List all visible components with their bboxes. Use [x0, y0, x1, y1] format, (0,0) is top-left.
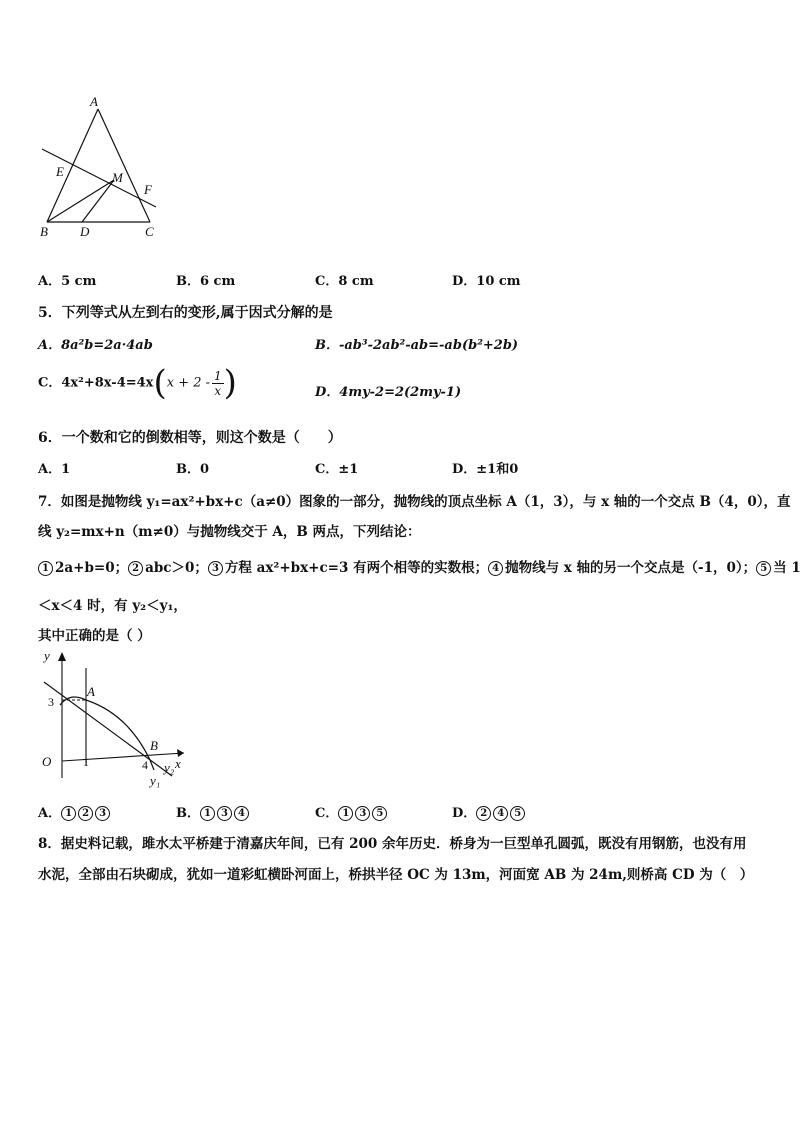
fig-tick-4: 4: [142, 758, 148, 772]
q8-line-1: 8．据史料记载，雎水太平桥建于清嘉庆年间，已有 200 余年历史．桥身为一巨型单孔圆弧，既没有用钢筋，也没有用: [38, 836, 747, 852]
q6-option-c: C．±1: [315, 462, 359, 477]
q7-line-4: ＜x＜4 时，有 y₂＜y₁，: [38, 598, 187, 614]
fig-point-a-label: A: [87, 684, 95, 699]
q8-line-2: 水泥，全部由石块砌成，犹如一道彩虹横卧河面上，桥拱半径 OC 为 13m，河面宽 AB 为 24m,则桥高 CD 为（ ）: [38, 867, 754, 883]
label-b: B: [40, 224, 48, 239]
q7-option-b: B． 1 3 4: [176, 802, 251, 821]
label-m: M: [112, 170, 123, 185]
parabola-figure: [36, 648, 188, 790]
q7-line-5: 其中正确的是（ ）: [38, 628, 151, 644]
q4-option-b: B．6 cm: [176, 274, 236, 289]
q7-option-c: C． 1 3 5: [315, 802, 389, 821]
q4-option-c: C．8 cm: [315, 274, 374, 289]
fig-tick-1: 1: [83, 755, 89, 769]
q5-option-c: C．4x²+8x-4=4x(x + 2 - $\frac{1}{x}$ ): [38, 363, 237, 403]
q7-option-a: A． 1 2 3: [38, 802, 112, 821]
fig-y2-label: y₂: [164, 760, 175, 775]
q6-stem: 6．一个数和它的倒数相等，则这个数是（ ）: [38, 430, 342, 446]
circle-mark-4: 4: [488, 561, 503, 576]
triangle-figure: [38, 92, 168, 242]
q5-fraction: $\frac{1}{x}$: [214, 368, 222, 398]
q6-option-d: D．±1和0: [452, 462, 519, 477]
q6-option-a: A．1: [38, 462, 71, 477]
circle-mark-2: 2: [128, 561, 143, 576]
q7-conclusions: 1 2a+b=0； 2 abc＞0； 3 方程 ax²+bx+c=3 有两个相等的实数根； 4 抛物线与 x 轴的另一个交点是（-1，0）； 5 当 1: [38, 556, 801, 576]
fig-y1-label: y₁: [150, 773, 161, 788]
q4-option-a: A．5 cm: [38, 274, 97, 289]
q5-option-c-prefix: C．4x²+8x-4=4x: [38, 375, 154, 391]
circle-mark-3: 3: [208, 561, 223, 576]
q7-line-2: 线 y₂=mx+n（m≠0）与抛物线交于 A，B 两点，下列结论：: [38, 524, 421, 540]
fig-y-label: y: [44, 648, 50, 663]
label-a: A: [90, 94, 98, 109]
label-e: E: [56, 164, 64, 179]
circle-mark-1: 1: [38, 561, 53, 576]
q6-option-b: B．0: [176, 462, 210, 477]
fig-tick-3: 3: [48, 695, 54, 709]
label-d: D: [80, 224, 90, 239]
q5-option-d: D．4my-2=2(2my-1): [315, 385, 462, 400]
fig-origin-label: O: [42, 754, 52, 769]
label-c: C: [145, 224, 154, 239]
q5-option-b: B．-ab³-2ab²-ab=-ab(b²+2b): [315, 338, 519, 353]
q7-option-d: D． 2 4 5: [452, 802, 527, 821]
fig-point-b-label: B: [150, 738, 158, 753]
fig-x-label: x: [175, 756, 181, 771]
q7-line-1: 7．如图是抛物线 y₁=ax²+bx+c（a≠0）图象的一部分，抛物线的顶点坐标 A（1，3），与 x 轴的一个交点 B（4，0），直: [38, 494, 791, 510]
circle-mark-5: 5: [756, 561, 771, 576]
q5-option-a: A．8a²b=2a·4ab: [38, 338, 153, 353]
q5-stem: 5．下列等式从左到右的变形,属于因式分解的是: [38, 305, 333, 321]
q5-option-c-inner: x + 2 -: [166, 375, 210, 391]
label-f: F: [144, 182, 152, 197]
q4-option-d: D．10 cm: [452, 274, 521, 289]
